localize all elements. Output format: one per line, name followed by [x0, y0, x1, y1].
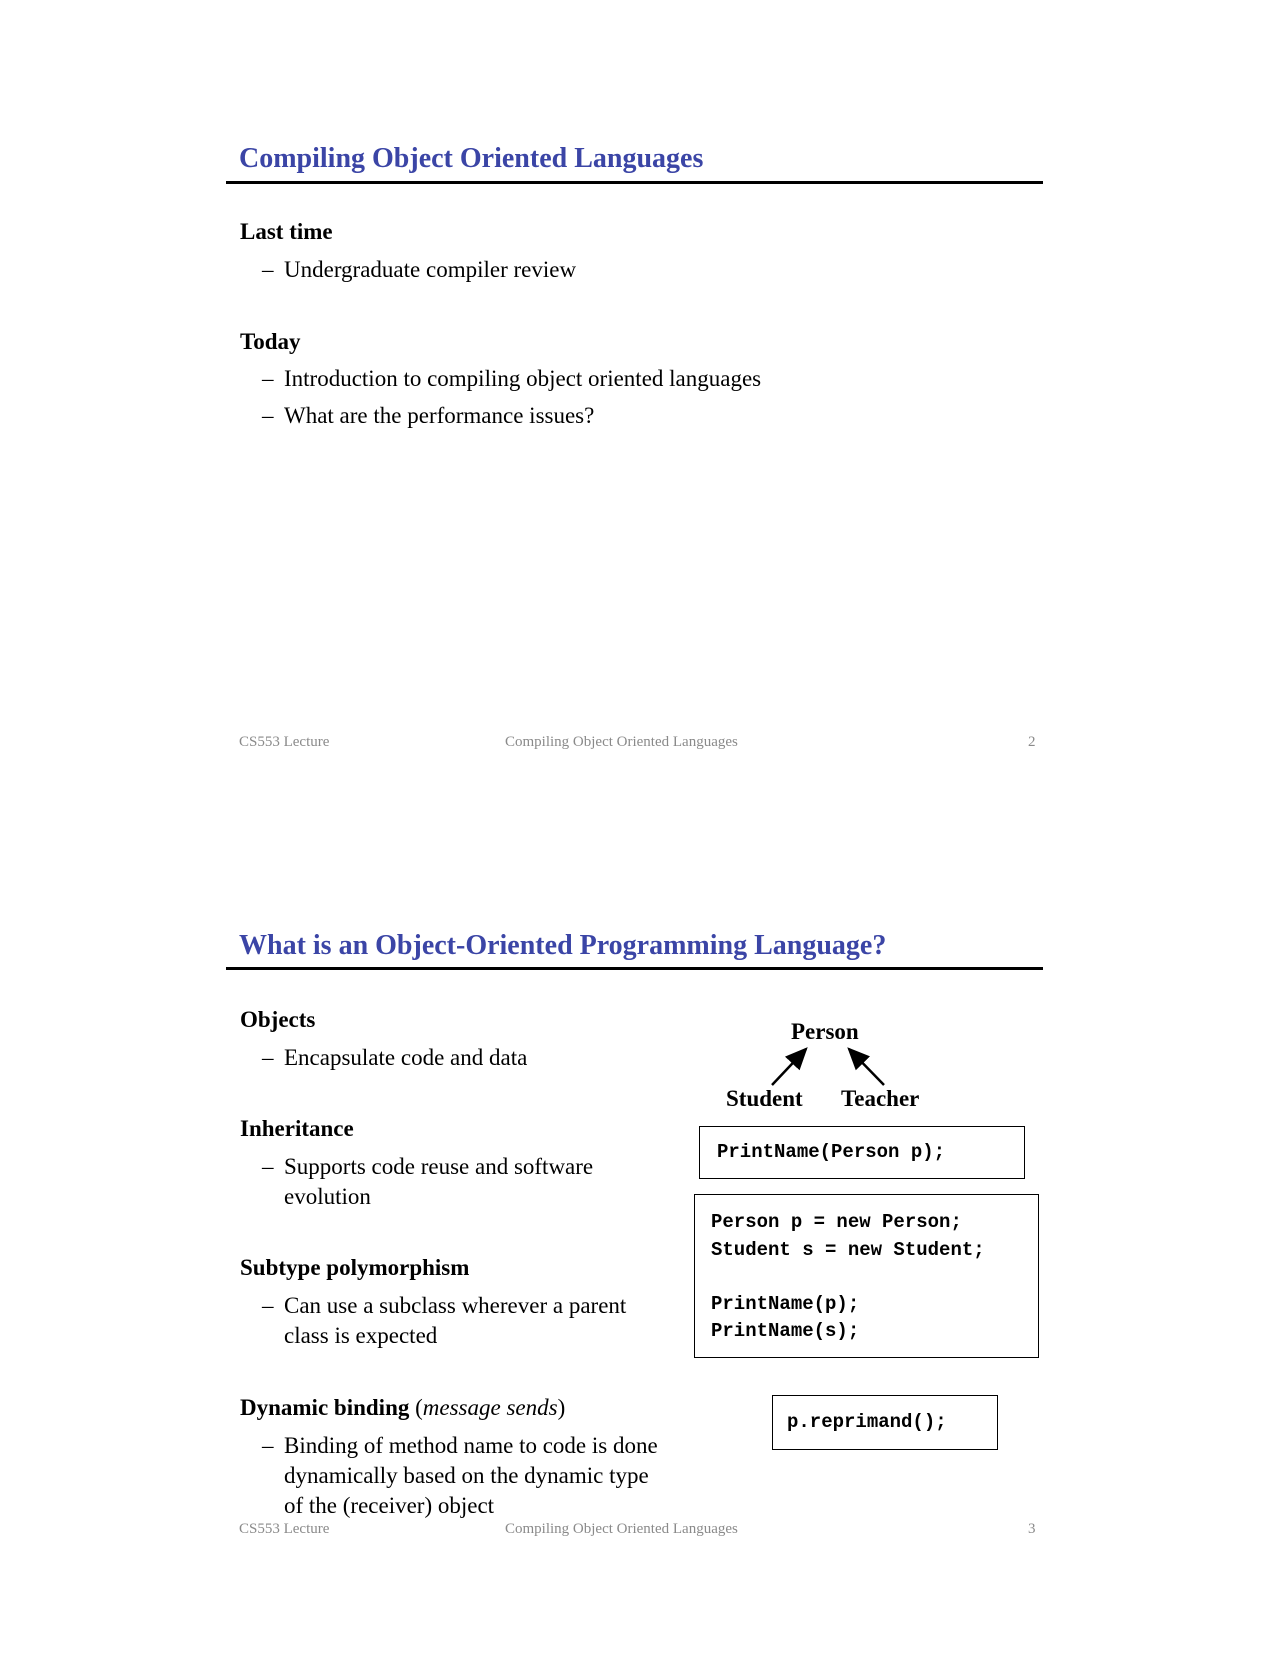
code-line: PrintName(p);: [711, 1293, 860, 1315]
diagram-node-teacher: Teacher: [841, 1086, 920, 1111]
diagram-node-person: Person: [791, 1019, 859, 1044]
bullet-item: [262, 1043, 682, 1073]
bullet-dash: –: [262, 1293, 274, 1318]
code-box-signature: [699, 1126, 1025, 1179]
bullet-item: [262, 1291, 682, 1351]
section-heading-today: Today: [240, 329, 301, 354]
code-line: PrintName(s);: [711, 1320, 860, 1342]
section-heading-objects: Objects: [240, 1007, 316, 1032]
bullet-text: Encapsulate code and data: [284, 1045, 528, 1070]
footer-course: CS553 Lecture: [239, 734, 330, 750]
heading-paren-open: (: [409, 1395, 423, 1420]
bullet-text: What are the performance issues?: [284, 403, 595, 428]
heading-paren-close: ): [557, 1395, 566, 1420]
code-box-body: [694, 1194, 1039, 1358]
bullet-text-line: Supports code reuse and software: [284, 1154, 594, 1179]
slide-3-title-rule: [226, 967, 1043, 970]
diagram-arrows: [760, 1040, 900, 1090]
bullet-text: Introduction to compiling object oriented languages: [284, 366, 762, 391]
section-heading-subtype-polymorphism: Subtype polymorphism: [240, 1255, 470, 1280]
section-heading-dynamic-binding: [240, 1395, 565, 1421]
bullet-dash: –: [262, 1045, 274, 1070]
bullet-item: [262, 401, 962, 431]
bullet-dash: –: [262, 366, 274, 391]
slide-3-title: What is an Object-Oriented Programming Language?: [239, 930, 887, 961]
code-line: PrintName(Person p);: [717, 1141, 946, 1163]
slide-2-title: Compiling Object Oriented Languages: [239, 143, 704, 174]
bullet-text-line: evolution: [284, 1184, 371, 1209]
section-heading-last-time: Last time: [240, 219, 333, 244]
bullet-dash: –: [262, 257, 274, 282]
bullet-text: Undergraduate compiler review: [284, 257, 577, 282]
bullet-text-line: class is expected: [284, 1323, 438, 1348]
bullet-dash: –: [262, 403, 274, 428]
inheritance-arrow-student: [772, 1049, 806, 1085]
bullet-item: [262, 1431, 722, 1521]
footer-title: Compiling Object Oriented Languages: [505, 734, 738, 750]
slide-2-title-rule: [226, 181, 1043, 184]
code-line: p.reprimand();: [787, 1411, 947, 1433]
heading-italic-note: message sends: [422, 1395, 558, 1420]
bullet-dash: –: [262, 1433, 274, 1458]
footer-page-number: 2: [1028, 734, 1036, 750]
section-heading-inheritance: Inheritance: [240, 1116, 354, 1141]
diagram-node-student: Student: [726, 1086, 803, 1111]
footer-course: CS553 Lecture: [239, 1521, 330, 1537]
bullet-item: [262, 255, 962, 285]
footer-title: Compiling Object Oriented Languages: [505, 1521, 738, 1537]
code-line: Person p = new Person;: [711, 1211, 962, 1233]
bullet-dash: –: [262, 1154, 274, 1179]
heading-text: Dynamic binding: [240, 1395, 410, 1420]
bullet-item: [262, 1152, 682, 1212]
bullet-text-line: dynamically based on the dynamic type: [284, 1463, 649, 1488]
footer-page-number: 3: [1028, 1521, 1036, 1537]
code-line: Student s = new Student;: [711, 1239, 985, 1261]
bullet-item: [262, 364, 962, 394]
code-box-call: [772, 1395, 998, 1450]
bullet-text-line: Can use a subclass wherever a parent: [284, 1293, 627, 1318]
bullet-text-line: Binding of method name to code is done: [284, 1433, 658, 1458]
inheritance-arrow-teacher: [849, 1049, 884, 1085]
bullet-text-line: of the (receiver) object: [284, 1493, 495, 1518]
